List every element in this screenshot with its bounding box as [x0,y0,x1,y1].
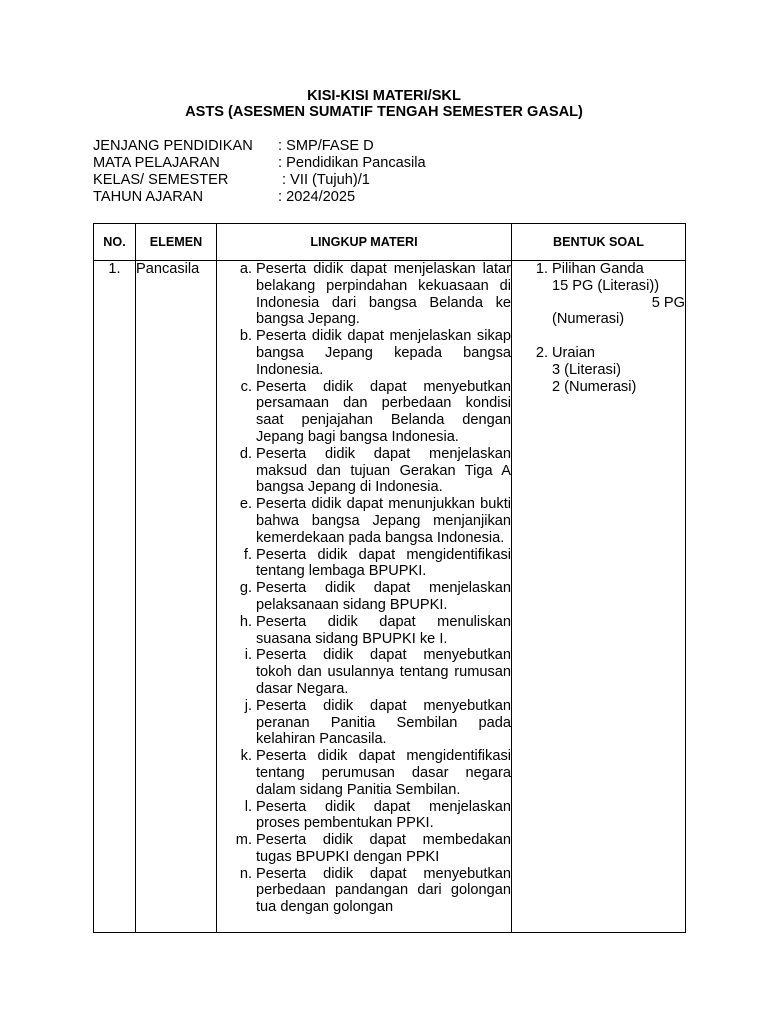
lingkup-materi-item [217,328,511,378]
info-value: : VII (Tujuh)/1 [278,172,370,188]
list-marker: h. [239,613,252,630]
cell-no: 1. [94,261,136,933]
lingkup-materi-item [217,379,511,446]
info-block [93,138,426,206]
lingkup-materi-item [217,261,511,328]
bentuk-soal-detail: 5 PG [651,294,685,311]
list-marker: f. [243,546,252,563]
list-item-text: Peserta didik dapat menjelaskan maksud dan tujuan Gerakan Tiga A bangsa Jepang di Indonesia. [256,445,511,496]
list-item-text: Peserta didik dapat menyebutkan perbedaan pandangan dari golongan tua dengan golongan [256,865,511,916]
info-value: : SMP/FASE D [278,138,374,154]
info-row-kelas [93,172,426,189]
list-item-text: Peserta didik dapat mengidentifikasi tentang perumusan dasar negara dalam sidang Panitia Sembilan. [256,748,511,798]
info-row-jenjang [93,138,426,155]
kisi-kisi-table [93,223,686,933]
list-item-text: Peserta didik dapat menyebutkan persamaan dan perbedaan kondisi saat penjajahan Belanda dengan Jepang bagi bangsa Indonesia. [256,378,511,445]
bentuk-soal-item [512,261,685,278]
list-item-text: Peserta didik dapat menjelaskan latar belakang perpindahan kekuasaan di Indonesia dari bangsa Belanda ke bangsa Jepang. [256,261,511,328]
list-marker: a. [239,261,252,277]
table-header-row [94,224,686,261]
bentuk-soal-detail: 15 PG (Literasi)) [552,277,660,294]
list-marker: d. [239,445,252,462]
list-marker: k. [240,748,252,765]
info-label: MATA PELAJARAN [93,155,220,171]
list-item-text: Peserta didik dapat membedakan tugas BPUPKI dengan PPKI [256,832,511,865]
lingkup-materi-list [217,261,511,916]
lingkup-materi-item [217,547,511,581]
list-item-text: Peserta didik dapat menjelaskan pelaksanaan sidang BPUPKI. [256,580,511,613]
lingkup-materi-item [217,748,511,798]
list-marker: g. [239,580,252,597]
list-item-text: Peserta didik dapat menuliskan suasana sidang BPUPKI ke I. [256,613,511,647]
bentuk-soal-label: Pilihan Ganda [552,261,644,277]
list-marker: m. [235,832,252,849]
lingkup-materi-item [217,866,511,916]
list-item-text: Peserta didik dapat menyebutkan tokoh dan usulannya tentang rumusan dasar Negara. [256,647,511,697]
lingkup-materi-item [217,614,511,648]
list-item-text: Peserta didik dapat menjelaskan sikap bangsa Jepang kepada bangsa Indonesia. [256,328,511,378]
info-row-tahun [93,189,426,206]
bentuk-soal-item [512,345,685,362]
list-marker: b. [239,328,252,345]
lingkup-materi-item [217,647,511,697]
bentuk-soal-detail: 2 (Numerasi) [552,378,637,395]
lingkup-materi-item [217,446,511,496]
info-label: JENJANG PENDIDIKAN [93,138,253,154]
document-subtitle: ASTS (ASESMEN SUMATIF TENGAH SEMESTER GASAL) [185,104,583,120]
cell-elemen: Pancasila [136,261,217,933]
header-lingkup-materi: LINGKUP MATERI [217,224,512,261]
list-item-text: Peserta didik dapat menyebutkan peranan Panitia Sembilan pada kelahiran Pancasila. [256,697,511,748]
cell-bentuk-soal [512,261,686,933]
bentuk-soal-detail: 3 (Literasi) [552,361,621,378]
info-row-mapel [93,155,426,172]
list-marker: l. [244,798,252,815]
bentuk-soal-marker: 2. [535,345,548,362]
info-value: : 2024/2025 [278,189,356,205]
document-title: KISI-KISI MATERI/SKL [307,88,461,104]
list-marker: j. [244,697,252,714]
bentuk-soal-marker: 1. [535,261,548,277]
list-item-text: Peserta didik dapat mengidentifikasi tentang lembaga BPUPKI. [256,546,511,580]
header-no: NO. [94,224,136,261]
list-marker: n. [239,865,252,882]
list-item-text: Peserta didik dapat menunjukkan bukti bahwa bangsa Jepang menjanjikan kemerdekaan pada bangsa Indonesia. [256,496,511,546]
lingkup-materi-item [217,799,511,833]
lingkup-materi-item [217,496,511,546]
table-row [94,261,686,933]
info-label: TAHUN AJARAN [93,189,204,205]
info-value: : Pendidikan Pancasila [278,155,426,171]
bentuk-soal-label: Uraian [552,345,595,362]
header-elemen: ELEMEN [136,224,217,261]
list-marker: c. [240,378,252,395]
list-marker: e. [239,496,252,513]
list-marker: i. [244,647,252,664]
list-item-text: Peserta didik dapat menjelaskan proses pembentukan PPKI. [256,798,511,832]
lingkup-materi-item [217,698,511,748]
cell-lingkup-materi [217,261,512,933]
header-bentuk-soal: BENTUK SOAL [512,224,686,261]
info-label: KELAS/ SEMESTER [93,172,229,188]
spacer [512,328,685,345]
bentuk-soal-detail: (Numerasi) [552,311,625,328]
lingkup-materi-item [217,580,511,614]
lingkup-materi-item [217,832,511,866]
